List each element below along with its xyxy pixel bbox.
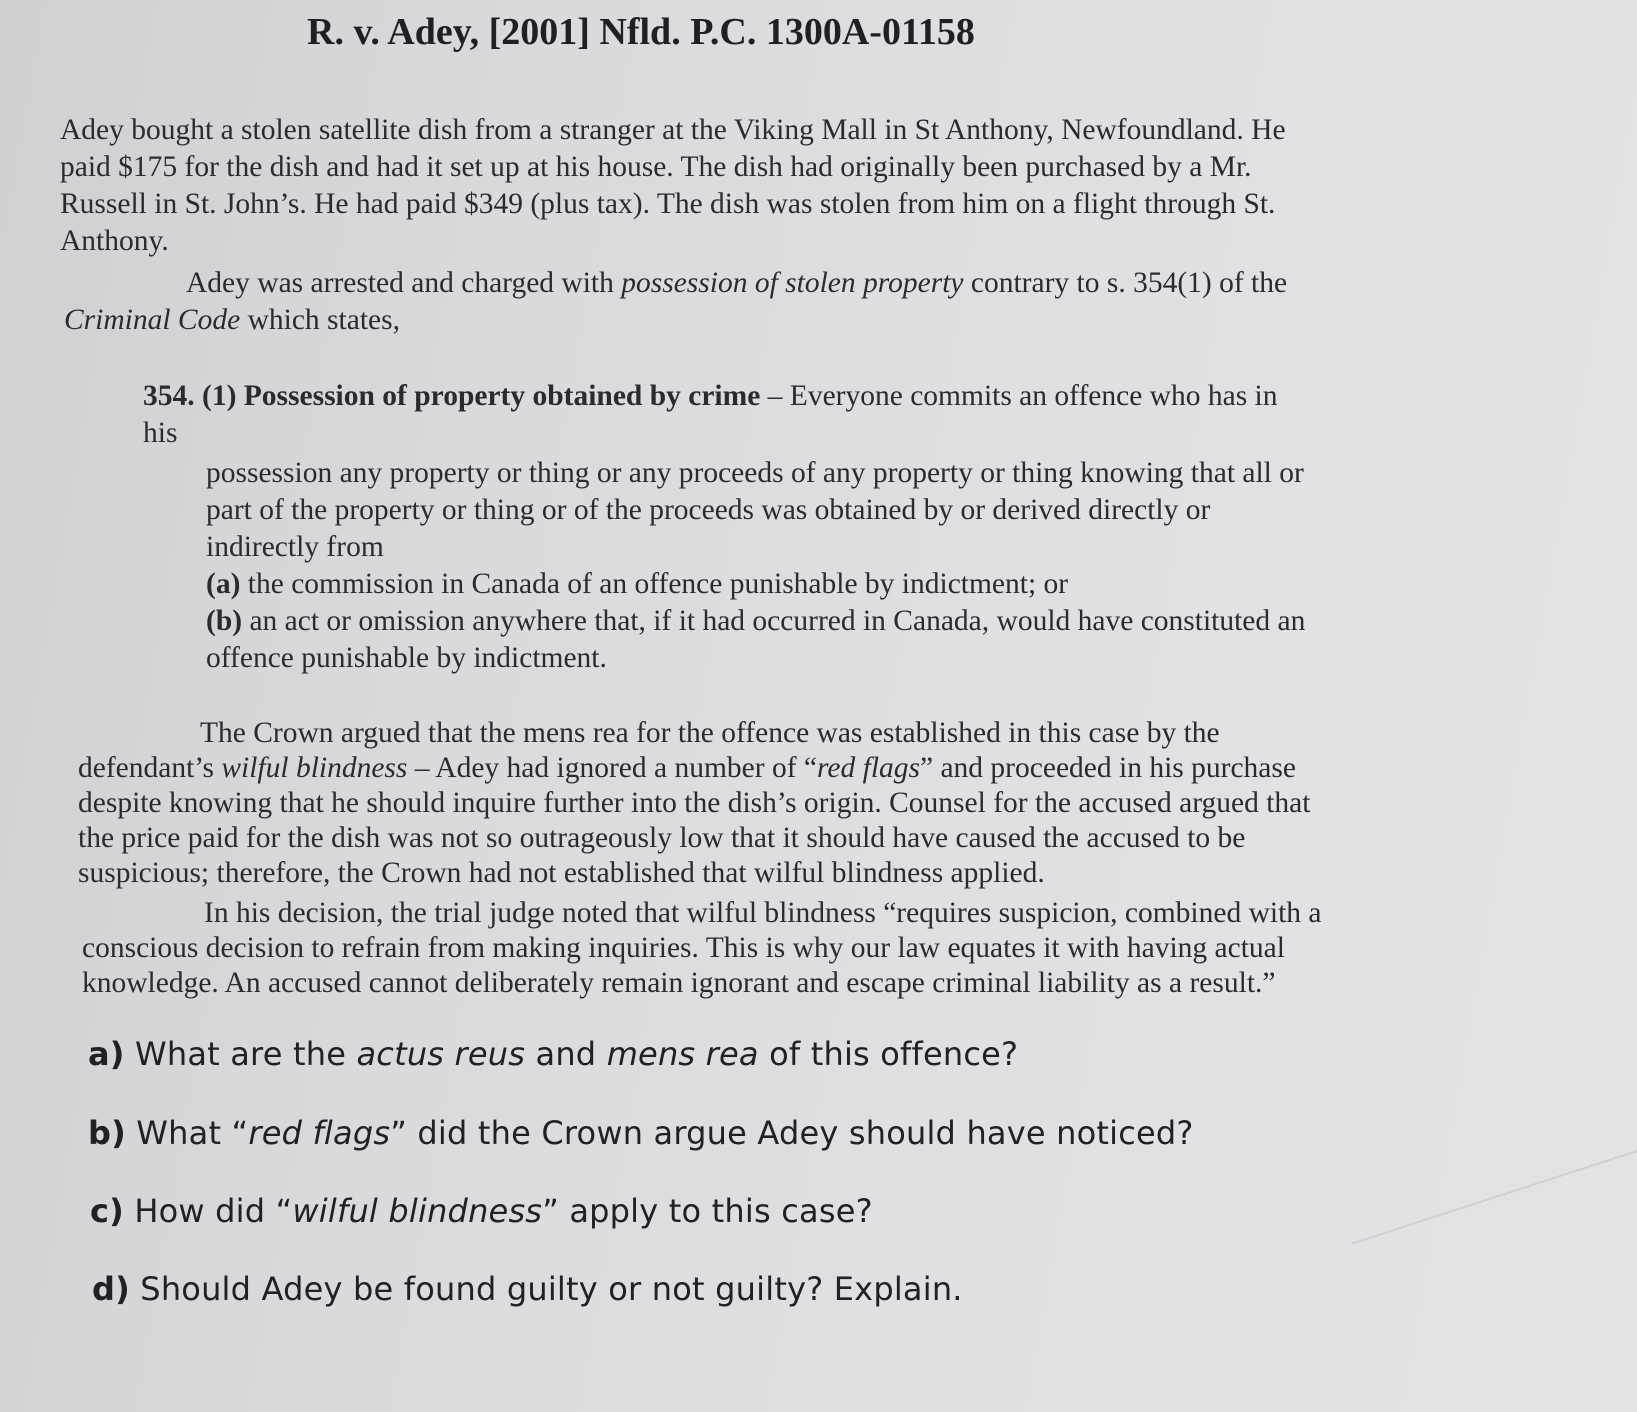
intro-line: Russell in St. John’s. He had paid $349 (plus tax). The dish was stolen from him on a flight through St. — [60, 188, 1276, 220]
intro-paragraph — [60, 112, 1286, 260]
question-text: ” did the Crown argue Adey should have noticed? — [390, 1114, 1194, 1152]
statute-line: possession any property or thing or any proceeds of any property or thing knowing that all or — [206, 457, 1304, 489]
actus-reus-term: actus reus — [356, 1035, 526, 1073]
section-heading: 354. (1) Possession of property obtained by crime — [143, 380, 761, 412]
clause-text: the commission in Canada of an offence punishable by indictment; or — [240, 568, 1069, 600]
question-c — [90, 1192, 873, 1230]
intro-line: Anthony. — [60, 225, 169, 257]
question-label: c) — [90, 1192, 124, 1230]
question-label: a) — [88, 1035, 125, 1073]
crown-line: The Crown argued that the mens rea for the offence was established in this case by the — [200, 717, 1220, 749]
decision-paragraph — [82, 896, 1322, 1001]
mens-rea-term: mens rea — [606, 1035, 759, 1073]
statute-line: part of the property or thing or of the proceeds was obtained by or derived directly or — [206, 494, 1211, 526]
statute-heading — [143, 378, 1278, 452]
crown-line — [78, 751, 1310, 786]
charge-text: which states, — [240, 304, 400, 336]
statute-heading-line: his — [143, 417, 178, 449]
question-text: of this offence? — [758, 1035, 1019, 1073]
case-title: R. v. Adey, [2001] Nfld. P.C. 1300A-01158 — [307, 11, 975, 53]
criminal-code-title: Criminal Code — [64, 304, 241, 336]
question-label: b) — [88, 1114, 126, 1152]
clause-text: an act or omission anywhere that, if it had occurred in Canada, would have constituted an — [242, 605, 1306, 637]
crown-line: the price paid for the dish was not so outrageously low that it should have caused the accused to be — [78, 822, 1246, 854]
question-d — [92, 1270, 963, 1308]
question-a — [88, 1035, 1018, 1073]
charge-text: Adey was arrested and charged with — [186, 267, 622, 299]
crown-line: despite knowing that he should inquire further into the dish’s origin. Counsel for the accused argued that — [78, 787, 1311, 819]
wilful-blindness-term: wilful blindness — [221, 752, 408, 784]
section-intro: – Everyone commits an offence who has in — [760, 380, 1278, 412]
statute-line: indirectly from — [206, 531, 384, 563]
charge-text: contrary to s. 354(1) of the — [963, 267, 1288, 299]
question-text: What “ — [125, 1114, 249, 1152]
crown-paragraph — [78, 716, 1310, 891]
decision-line: conscious decision to refrain from making inquiries. This is why our law equates it with having actual — [82, 932, 1285, 964]
statute-clause-b — [206, 603, 1305, 640]
question-b — [88, 1114, 1194, 1152]
question-text: ” apply to this case? — [542, 1192, 873, 1230]
charge-line — [64, 302, 1287, 339]
intro-line: Adey bought a stolen satellite dish from a stranger at the Viking Mall in St Anthony, Newfoundland. He — [60, 114, 1286, 146]
red-flags-term: red flags — [817, 752, 920, 784]
crown-text: defendant’s — [78, 752, 222, 784]
charge-paragraph — [64, 265, 1287, 339]
clause-label: (b) — [206, 605, 243, 637]
question-text: Should Adey be found guilty or not guilty? Explain. — [129, 1270, 963, 1308]
statute-line: offence punishable by indictment. — [206, 642, 607, 674]
question-text: What are the — [124, 1035, 357, 1073]
decision-line: In his decision, the trial judge noted that wilful blindness “requires suspicion, combined with a — [204, 897, 1322, 929]
red-flags-term: red flags — [248, 1114, 391, 1152]
crown-text: ” and proceeded in his purchase — [920, 752, 1296, 784]
statute-body — [206, 455, 1305, 677]
intro-line: paid $175 for the dish and had it set up at his house. The dish had originally been purchased by a Mr. — [60, 151, 1252, 183]
statute-clause-a — [206, 566, 1305, 603]
clause-label: (a) — [206, 568, 241, 600]
question-text: and — [525, 1035, 607, 1073]
paper-crease — [1351, 1150, 1637, 1245]
charge-offence: possession of stolen property — [621, 267, 964, 299]
wilful-blindness-term: wilful blindness — [292, 1192, 543, 1230]
crown-text: – Adey had ignored a number of “ — [407, 752, 818, 784]
statute-heading-line — [143, 378, 1278, 415]
question-text: How did “ — [124, 1192, 293, 1230]
decision-line: knowledge. An accused cannot deliberately remain ignorant and escape criminal liability as a result.” — [82, 967, 1276, 999]
charge-line — [64, 265, 1287, 302]
question-label: d) — [92, 1270, 130, 1308]
crown-line: suspicious; therefore, the Crown had not established that wilful blindness applied. — [78, 857, 1045, 889]
